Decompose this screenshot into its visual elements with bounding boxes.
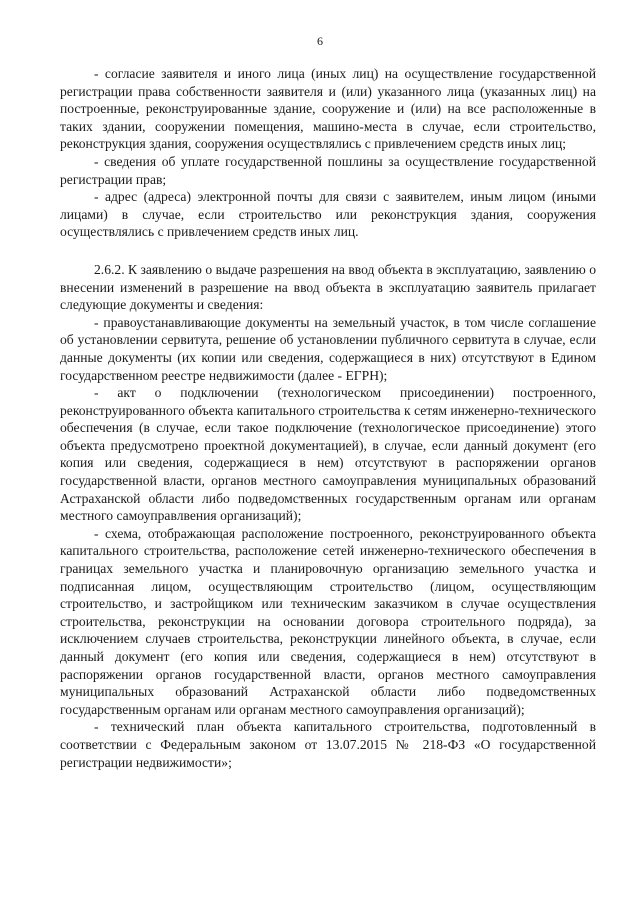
paragraph-fee: - сведения об уплате государственной пошлины за осуществление государственной регистрации прав; [60,153,596,187]
paragraph-email: - адрес (адреса) электронной почты для связи с заявителем, иным лицом (иными лицами) в случае, если строительство или реконструкция здания, сооружения осуществлялись с привлечением средств иных лиц. [60,189,596,240]
paragraph-section-2-6-2: 2.6.2. К заявлению о выдаче разрешения на ввод объекта в эксплуатацию, заявлению о внесении изменений в разрешение на ввод объекта в эксплуатацию заявитель прилагает следующие документы и сведения: [60,261,596,313]
paragraph-consent: - согласие заявителя и иного лица (иных лиц) на осуществление государственной регистрации права собственности заявителя и (или) указанного лица (указанных лиц) на построенные, реконструированные здание, сооружение и (или) на все расположенные в таких здании, сооружении помещения, машино-места в случае, если строительство, реконструкция здания, сооружения осуществлялись с привлечением средств иных лиц; [60,66,596,152]
paragraph-connection-act: - акт о подключении (технологическом присоединении) построенного, реконструированного объекта капитального строительства к сетям инженерно-технического обеспечения (в случае, если такое подключение (технологическое присоединение) этого объекта предусмотрено проектной документацией), в случае, если данный документ (его копия или сведения, содержащиеся в нем) отсутствуют в распоряжении органов государственной власти, органов местного самоуправления муниципальных образований Астраханской области либо подведомственных государственным органам или органам местного самоуправлвения организаций); [60,385,596,524]
paragraph-title-documents: - правоустанавливающие документы на земельный участок, в том числе соглашение об установлении сервитута, решение об установлении публичного сервитута в случае, если данные документы (их копии или сведения, содержащиеся в них) отсутствуют в Едином государственном реестре недвижимости (далее - ЕГРН); [60,314,596,383]
document-body [60,65,596,771]
page-number: 6 [317,34,323,48]
paragraph-layout-scheme: - схема, отображающая расположение построенного, реконструированного объекта капитального строительства, расположение сетей инженерно-технического обеспечения в границах земельного участка и планировочную организацию земельного участка и подписанная лицом, осуществляющим строительство (лицом, осуществляющим строительство, и застройщиком или техническим заказчиком в случае осуществления строительства, реконструкции на основании договора строительного подряда), за исключением случаев строительства, реконструкции линейного объекта, в случае, если данный документ (его копия или сведения, содержащиеся в нем) отсутствуют в распоряжении органов государственной власти, органов местного самоуправления муниципальных образований Астраханской области либо подведомственных государственным органам или органам местного самоуправления организаций); [60,525,596,717]
section-gap [60,241,596,261]
paragraph-technical-plan: - технический план объекта капитального строительства, подготовленный в соответствии с Федеральным законом от 13.07.2015 № 218-ФЗ «О государственной регистрации недвижимости»; [60,719,596,770]
